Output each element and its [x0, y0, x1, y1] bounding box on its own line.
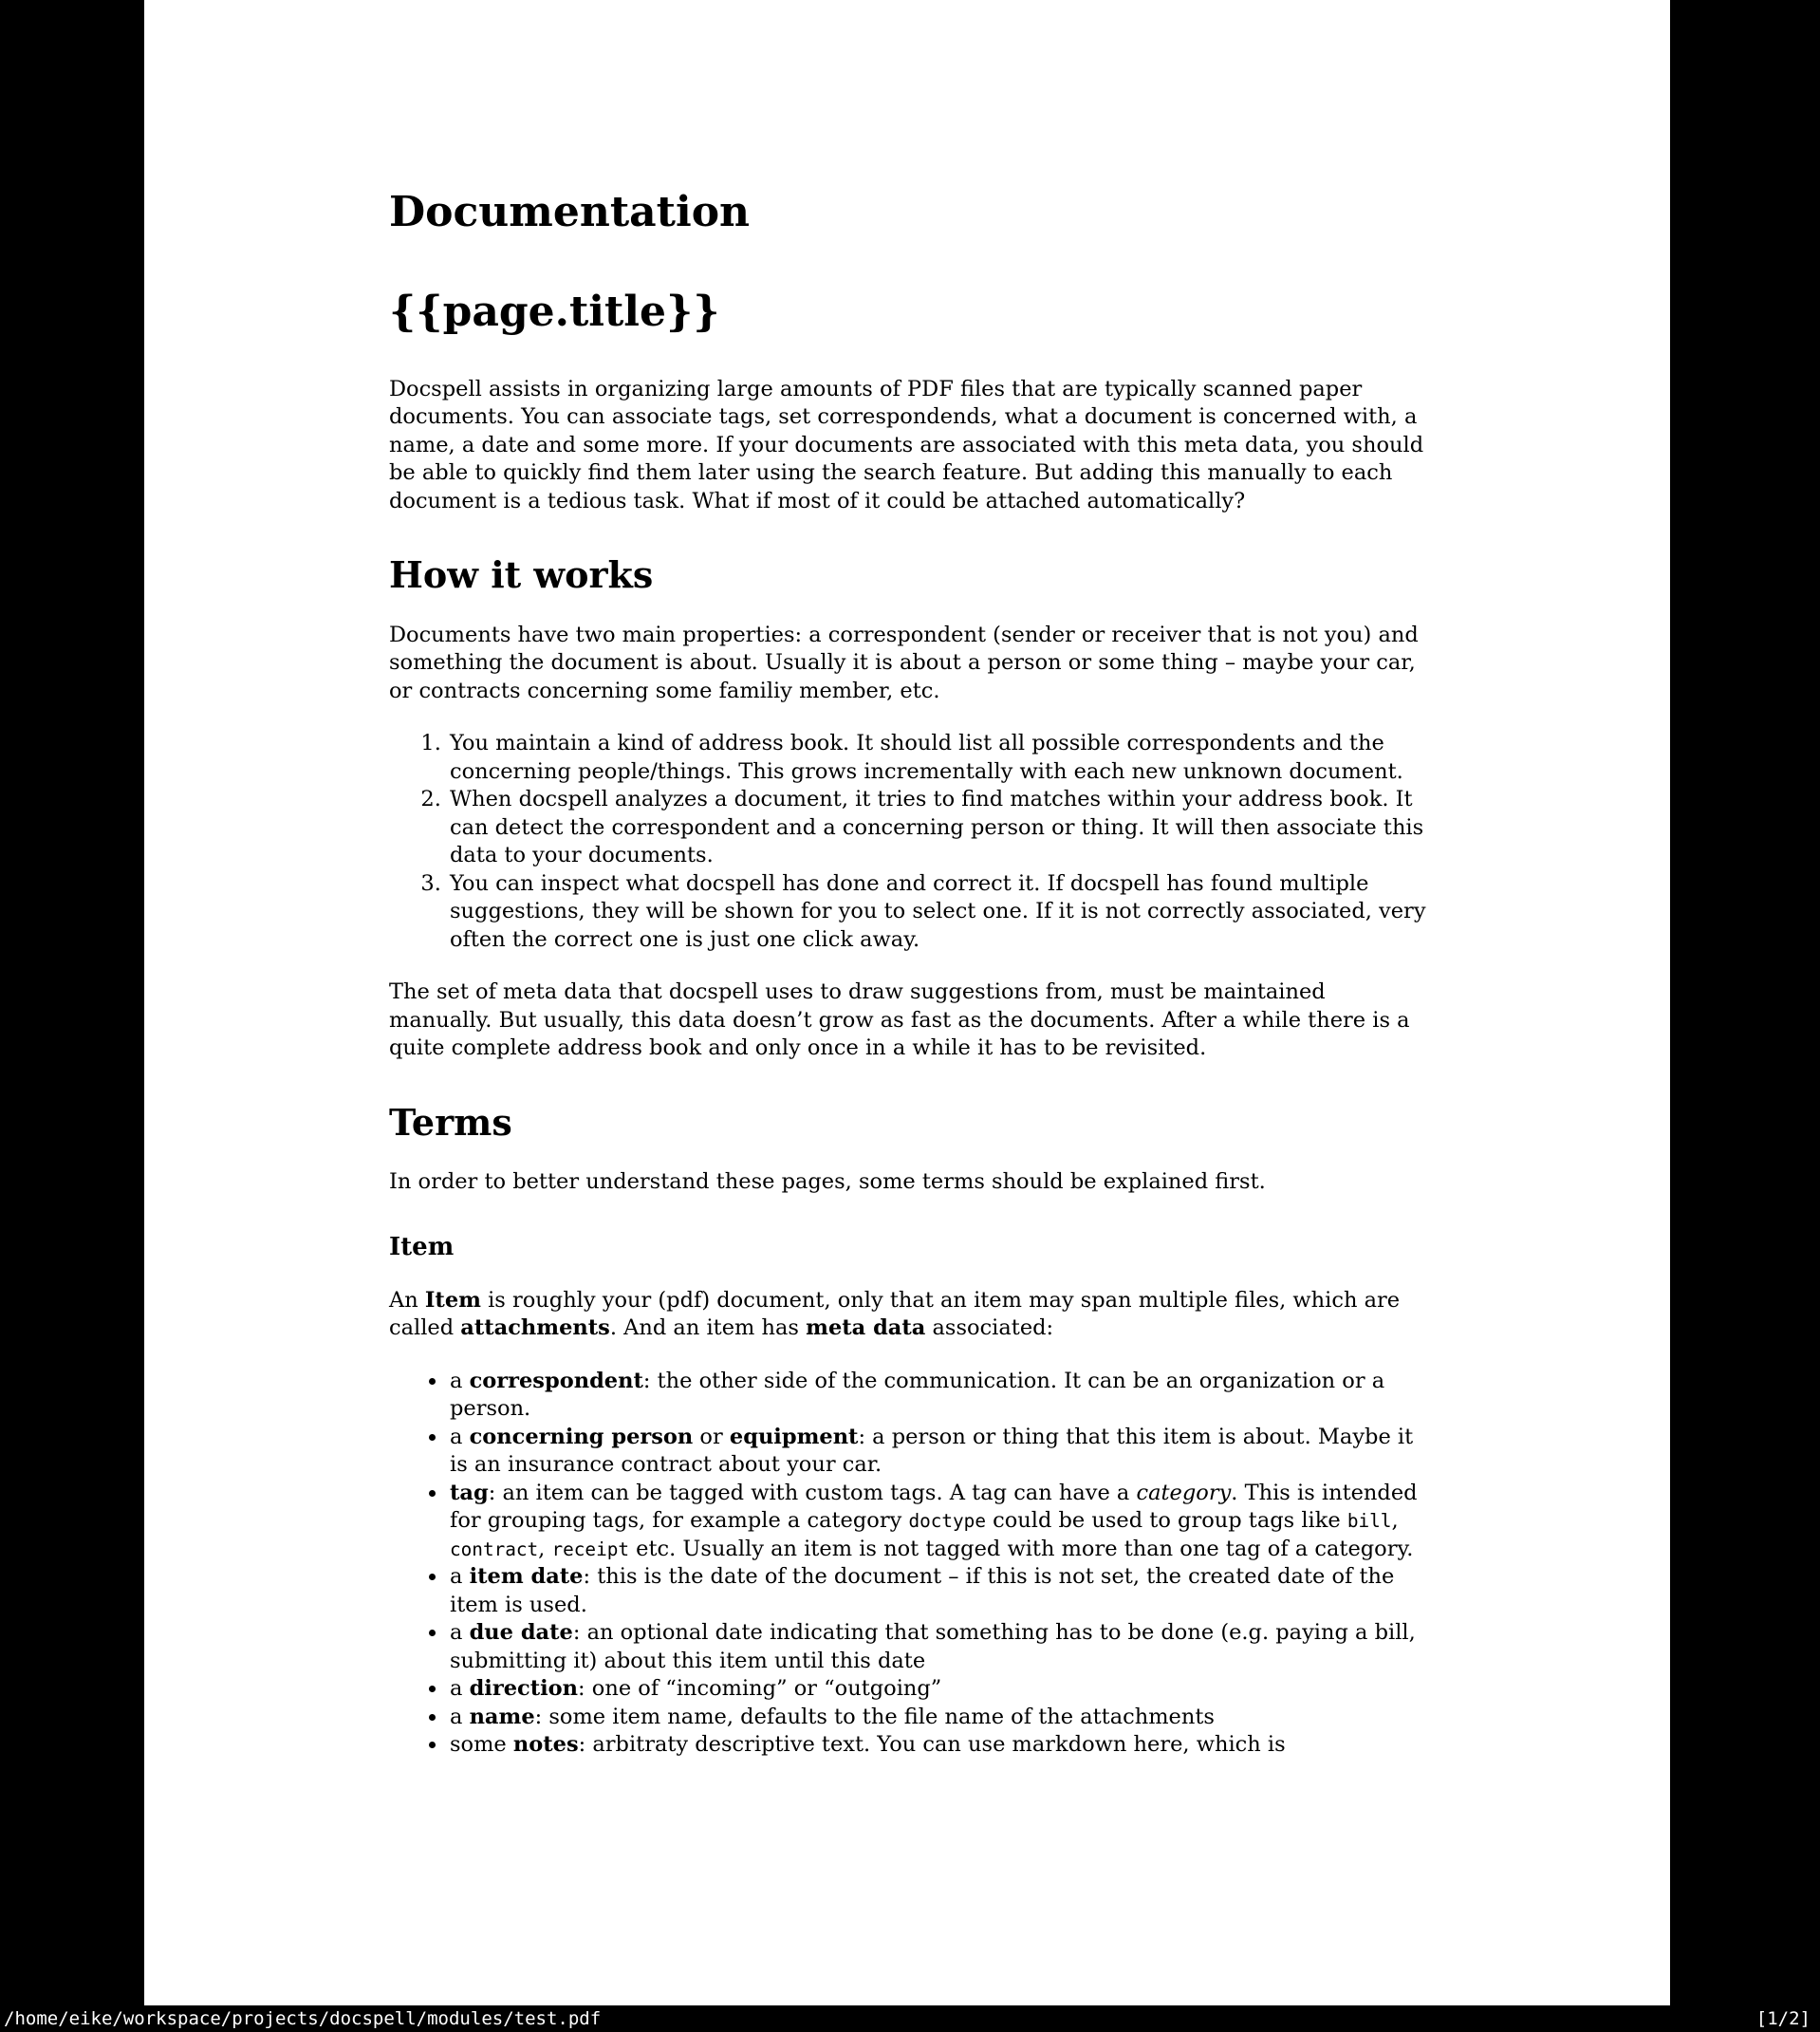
doc-heading-documentation: Documentation: [389, 188, 751, 236]
terms-intro-paragraph: In order to better understand these pages, some terms should be explained first.: [389, 1169, 1266, 1195]
status-page-indicator: [1/2]: [1755, 2008, 1811, 2029]
meta-list-item-concerning-person: • a concerning person or equipment: a person or thing that this item is about. Maybe it is an insurance contract about your car.: [448, 1424, 1427, 1480]
item-intro-paragraph: An Item is roughly your (pdf) document, only that an item may span multiple files, which are called attachments. And an item has meta data associated:: [389, 1287, 1401, 1341]
how-it-works-steps-list: [389, 730, 1427, 954]
pdf-page[interactable]: [144, 0, 1670, 2005]
meta-list-item-due-date: • a due date: an optional date indicating that something has to be done (e.g. paying a bill, submitting it) about this item until this date: [448, 1619, 1427, 1675]
section-heading-terms: Terms: [389, 1100, 512, 1144]
step-item: 1. You maintain a kind of address book. It should list all possible correspondents and the concerning people/things. This grows incrementally with each new unknown document.: [448, 730, 1427, 786]
meta-list-item-direction: • a direction: one of “incoming” or “outgoing”: [448, 1675, 1427, 1704]
status-bar: [0, 2005, 1820, 2032]
section-heading-how-it-works: How it works: [389, 553, 654, 597]
how-it-works-outro-paragraph: The set of meta data that docspell uses to draw suggestions from, must be maintained manually. But usually, this data doesn’t grow as fast as the documents. After a while there is a quite complete address book and only once in a while it has to be revisited.: [389, 979, 1410, 1061]
how-it-works-intro-paragraph: Documents have two main properties: a correspondent (sender or receiver that is not you) and something the document is about. Usually it is about a person or some thing – maybe your car, or contracts concerning some familiy member, etc.: [389, 622, 1419, 703]
meta-list-item-correspondent: • a correspondent: the other side of the communication. It can be an organization or a person.: [448, 1368, 1427, 1424]
step-item: 2. When docspell analyzes a document, it tries to find matches within your address book. It can detect the correspondent and a concerning person or thing. It will then associate this data to your documents.: [448, 786, 1427, 870]
status-file-path: /home/eike/workspace/projects/docspell/modules/test.pdf: [4, 2008, 602, 2029]
meta-list-item-notes: • some notes: arbitraty descriptive text. You can use markdown here, which is: [448, 1731, 1427, 1760]
meta-list-item-item-date: • a item date: this is the date of the document – if this is not set, the created date of the item is used.: [448, 1563, 1427, 1619]
meta-list-item-tag: • tag: an item can be tagged with custom tags. A tag can have a category. This is intended for grouping tags, for example a category doctype could be used to group tags like bill, contract, receipt etc. Usually an item is not tagged with more than one tag of a category.: [448, 1480, 1427, 1564]
step-item: 3. You can inspect what docspell has done and correct it. If docspell has found multiple suggestions, they will be shown for you to select one. If it is not correctly associated, very often the correct one is just one click away.: [448, 870, 1427, 955]
item-meta-list: [389, 1368, 1427, 1760]
intro-paragraph: Docspell assists in organizing large amounts of PDF files that are typically scanned paper documents. You can associate tags, set correspondends, what a document is concerned with, a name, a date and some more. If your documents are associated with this meta data, you should be able to quickly find them later using the search feature. But adding this manually to each document is a tedious task. What if most of it could be attached automatically?: [389, 376, 1424, 513]
meta-list-item-name: • a name: some item name, defaults to the file name of the attachments: [448, 1704, 1427, 1732]
subsection-heading-item: Item: [389, 1232, 455, 1261]
doc-heading-page-title: {{page.title}}: [389, 287, 720, 336]
